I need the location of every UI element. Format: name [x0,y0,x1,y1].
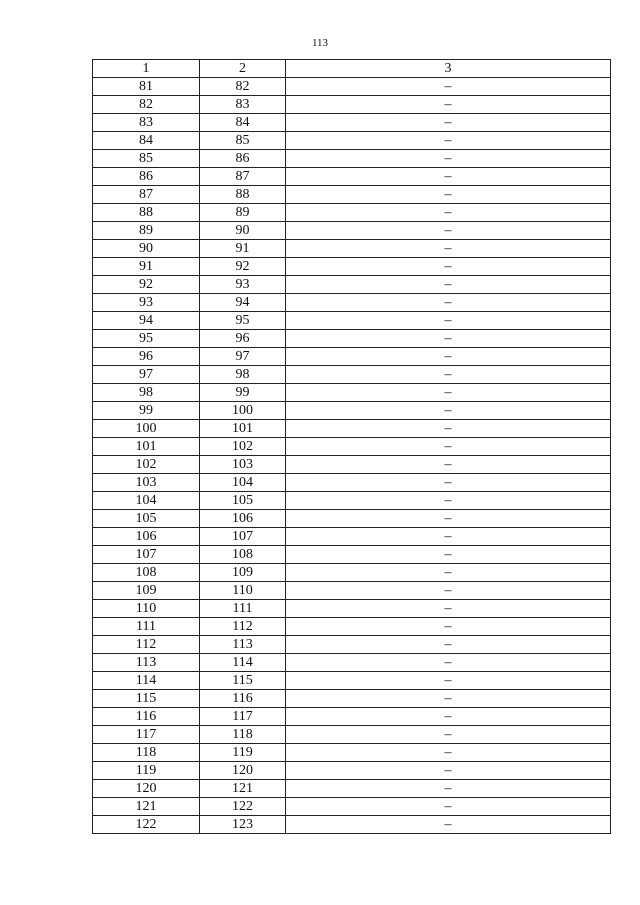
table-cell-col-1: 115 [93,690,200,708]
table-row [93,672,611,690]
table-row [93,474,611,492]
table-cell-col-2: 114 [200,654,286,672]
table-cell-col-1: 88 [93,204,200,222]
table-cell-col-1: 96 [93,348,200,366]
table-cell-col-1: 114 [93,672,200,690]
table-row [93,816,611,834]
table-cell-col-2: 96 [200,330,286,348]
table-cell-col-1: 98 [93,384,200,402]
table-row [93,636,611,654]
table-cell-col-3: – [286,402,611,420]
table-cell-col-1: 92 [93,276,200,294]
table-cell-col-1: 99 [93,402,200,420]
table-cell-col-3: – [286,330,611,348]
table-cell-col-3: – [286,762,611,780]
table-cell-col-3: – [286,744,611,762]
table-cell-col-1: 103 [93,474,200,492]
table-cell-col-2: 97 [200,348,286,366]
table-cell-col-1: 89 [93,222,200,240]
table-cell-col-3: – [286,600,611,618]
table-cell-col-1: 82 [93,96,200,114]
table-cell-col-3: – [286,114,611,132]
table-cell-col-1: 97 [93,366,200,384]
table-row [93,366,611,384]
table-header-row [93,60,611,78]
table-cell-col-3: – [286,672,611,690]
table-cell-col-2: 109 [200,564,286,582]
table-cell-col-1: 86 [93,168,200,186]
column-header-2: 2 [200,60,286,78]
table-cell-col-3: – [286,294,611,312]
table-cell-col-3: – [286,240,611,258]
table-cell-col-3: – [286,420,611,438]
table-cell-col-3: – [286,690,611,708]
table-cell-col-2: 93 [200,276,286,294]
table-row [93,294,611,312]
table-cell-col-2: 89 [200,204,286,222]
table-row [93,186,611,204]
table-cell-col-1: 109 [93,582,200,600]
table-cell-col-2: 107 [200,528,286,546]
table-cell-col-3: – [286,546,611,564]
table-cell-col-2: 83 [200,96,286,114]
table-cell-col-2: 94 [200,294,286,312]
table-cell-col-1: 110 [93,600,200,618]
table-row [93,348,611,366]
table-row [93,78,611,96]
table-cell-col-2: 98 [200,366,286,384]
table-cell-col-1: 120 [93,780,200,798]
table-cell-col-1: 116 [93,708,200,726]
table-cell-col-3: – [286,96,611,114]
table-body [93,78,611,834]
table-cell-col-2: 120 [200,762,286,780]
table-row [93,330,611,348]
table-cell-col-2: 84 [200,114,286,132]
table-cell-col-1: 102 [93,456,200,474]
data-table [92,59,611,834]
table-row [93,654,611,672]
table-cell-col-2: 116 [200,690,286,708]
table-cell-col-2: 85 [200,132,286,150]
table-row [93,492,611,510]
table-row [93,582,611,600]
table-cell-col-2: 101 [200,420,286,438]
table-cell-col-2: 113 [200,636,286,654]
table-cell-col-3: – [286,474,611,492]
table-row [93,114,611,132]
table-cell-col-2: 106 [200,510,286,528]
table-row [93,744,611,762]
table-cell-col-2: 102 [200,438,286,456]
table-cell-col-1: 119 [93,762,200,780]
table-cell-col-1: 111 [93,618,200,636]
table-row [93,240,611,258]
table-cell-col-3: – [286,150,611,168]
table-cell-col-3: – [286,510,611,528]
table-cell-col-3: – [286,312,611,330]
table-cell-col-2: 87 [200,168,286,186]
table-cell-col-2: 122 [200,798,286,816]
page-number: 113 [311,37,329,49]
table-cell-col-2: 82 [200,78,286,96]
table-cell-col-1: 94 [93,312,200,330]
table-row [93,312,611,330]
table-cell-col-2: 95 [200,312,286,330]
table-row [93,762,611,780]
table-cell-col-2: 110 [200,582,286,600]
table-row [93,546,611,564]
table-row [93,420,611,438]
table-cell-col-1: 106 [93,528,200,546]
table-row [93,204,611,222]
table-cell-col-2: 123 [200,816,286,834]
table-cell-col-2: 118 [200,726,286,744]
table-cell-col-1: 93 [93,294,200,312]
table-row [93,618,611,636]
table-cell-col-2: 90 [200,222,286,240]
table-cell-col-1: 104 [93,492,200,510]
table-row [93,510,611,528]
table-row [93,402,611,420]
table-cell-col-2: 119 [200,744,286,762]
column-header-3: 3 [286,60,611,78]
table-row [93,96,611,114]
table-cell-col-3: – [286,384,611,402]
table-cell-col-1: 84 [93,132,200,150]
table-cell-col-3: – [286,186,611,204]
table-row [93,798,611,816]
table-cell-col-3: – [286,816,611,834]
table-cell-col-2: 99 [200,384,286,402]
table-cell-col-1: 121 [93,798,200,816]
table-cell-col-3: – [286,780,611,798]
table-cell-col-2: 100 [200,402,286,420]
table-row [93,168,611,186]
table-row [93,438,611,456]
table-cell-col-2: 92 [200,258,286,276]
table-cell-col-3: – [286,204,611,222]
column-header-1: 1 [93,60,200,78]
table-cell-col-1: 100 [93,420,200,438]
table-cell-col-2: 112 [200,618,286,636]
table-cell-col-1: 118 [93,744,200,762]
table-cell-col-1: 122 [93,816,200,834]
table-cell-col-3: – [286,438,611,456]
table-cell-col-3: – [286,222,611,240]
table-row [93,780,611,798]
table-cell-col-3: – [286,708,611,726]
table-row [93,456,611,474]
table-cell-col-1: 105 [93,510,200,528]
table-cell-col-2: 91 [200,240,286,258]
table-cell-col-2: 111 [200,600,286,618]
table-row [93,276,611,294]
table-row [93,564,611,582]
table-cell-col-1: 113 [93,654,200,672]
table-cell-col-3: – [286,636,611,654]
table-row [93,528,611,546]
table-cell-col-2: 104 [200,474,286,492]
table-cell-col-1: 112 [93,636,200,654]
table-row [93,384,611,402]
table-row [93,258,611,276]
table-row [93,726,611,744]
table-cell-col-2: 108 [200,546,286,564]
table-cell-col-1: 85 [93,150,200,168]
table-cell-col-3: – [286,132,611,150]
table-cell-col-3: – [286,654,611,672]
table-cell-col-2: 115 [200,672,286,690]
table-row [93,132,611,150]
table-row [93,222,611,240]
table-cell-col-1: 107 [93,546,200,564]
table-cell-col-1: 91 [93,258,200,276]
table-cell-col-3: – [286,618,611,636]
table-cell-col-1: 117 [93,726,200,744]
table-row [93,600,611,618]
table-cell-col-3: – [286,168,611,186]
table-cell-col-2: 105 [200,492,286,510]
table-cell-col-3: – [286,348,611,366]
table-cell-col-3: – [286,798,611,816]
table-cell-col-2: 103 [200,456,286,474]
table-cell-col-2: 88 [200,186,286,204]
table-row [93,708,611,726]
table-cell-col-1: 90 [93,240,200,258]
table-row [93,690,611,708]
table-cell-col-3: – [286,492,611,510]
table-cell-col-3: – [286,564,611,582]
table-cell-col-2: 86 [200,150,286,168]
table-cell-col-2: 117 [200,708,286,726]
table-cell-col-3: – [286,78,611,96]
table-cell-col-3: – [286,276,611,294]
table-cell-col-3: – [286,366,611,384]
table-cell-col-1: 81 [93,78,200,96]
table-cell-col-1: 108 [93,564,200,582]
table-cell-col-1: 87 [93,186,200,204]
table-cell-col-1: 101 [93,438,200,456]
table-cell-col-1: 83 [93,114,200,132]
table-cell-col-3: – [286,258,611,276]
table-cell-col-2: 121 [200,780,286,798]
table-cell-col-3: – [286,456,611,474]
table-cell-col-1: 95 [93,330,200,348]
table-cell-col-3: – [286,726,611,744]
table-cell-col-3: – [286,528,611,546]
table-row [93,150,611,168]
table-cell-col-3: – [286,582,611,600]
